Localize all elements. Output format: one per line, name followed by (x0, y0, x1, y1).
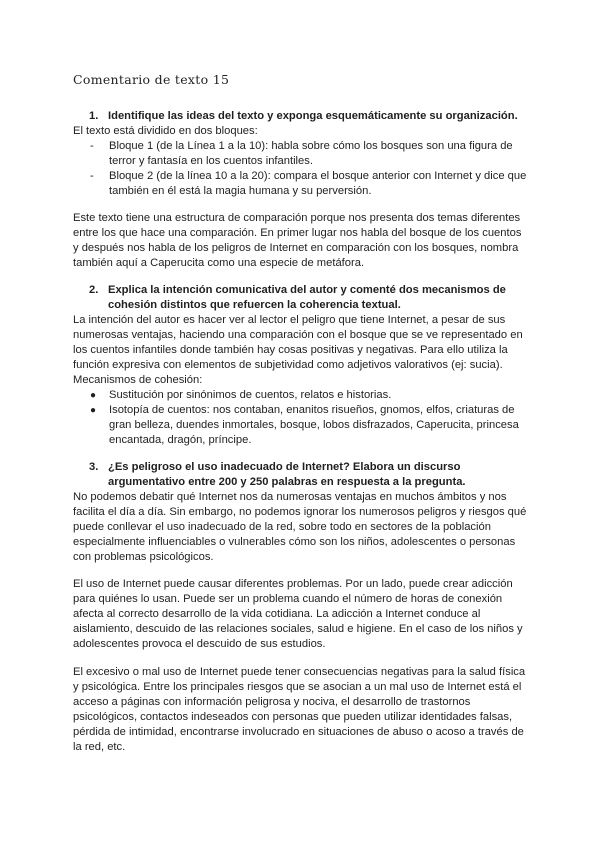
question-3-text: ¿Es peligroso el uso inadecuado de Internet? Elabora un discurso argumentativo entre 200 y 250 palabras en respuesta a la pregunta. (108, 461, 466, 488)
question-1-text: Identifique las ideas del texto y exponga esquemáticamente su organización. (108, 110, 518, 122)
list-item (90, 403, 527, 448)
bullet-icon: ● (90, 390, 97, 401)
question-3-number: 3. (89, 461, 99, 473)
question-2-text: Explica la intención comunicativa del autor y comenté dos mecanismos de cohesión distintos que refuercen la coherencia textual. (108, 284, 506, 311)
mechanisms-label: Mecanismos de cohesión: (73, 374, 203, 386)
question-2-paragraph: La intención del autor es hacer ver al lector el peligro que tiene Internet, a pesar de sus numerosas ventajas, haciendo una comparación con el bosque que se ve representado en los cuentos infantiles donde también hay cosas positivas y negativas. Para ello utiliza la función expresiva con elementos de subjetividad como adjetivos valorativos (ej: sucia). (73, 314, 523, 371)
list-item (90, 169, 527, 199)
question-1-intro: El texto está dividido en dos bloques: (73, 125, 258, 137)
question-3-paragraph: No podemos debatir qué Internet nos da numerosas ventajas en muchos ámbitos y nos facilita el día a día. Sin embargo, no podemos ignorar los numerosos peligros y riesgos qué puede conllevar el uso inadecuado de la red, sobre todo en sectores de la población especialmente influenciables o vulnerables cómo son los niños, adolescentes o personas con problemas psicológicos. (73, 491, 527, 563)
list-item-text: Bloque 1 (de la Línea 1 a la 10): habla sobre cómo los bosques son una figura de terror y fantasía en los cuentos infantiles. (109, 140, 513, 167)
question-1 (73, 109, 533, 124)
question-2 (73, 283, 533, 313)
question-2-number: 2. (89, 284, 99, 296)
list-item-text: Bloque 2 (de la línea 10 a la 20): compara el bosque anterior con Internet y dice que también en él está la magia humana y su perversión. (109, 170, 527, 197)
list-item-text: Sustitución por sinónimos de cuentos, relatos e historias. (109, 389, 392, 401)
question-3 (73, 460, 533, 490)
dash-marker: - (90, 170, 94, 182)
list-item-text: Isotopía de cuentos: nos contaban, enanitos risueños, gnomos, elfos, criaturas de gran belleza, duendes inmortales, bosque, lobos disfrazados, Caperucita, princesa encantada, dragón, príncipe. (109, 404, 519, 446)
question-1-paragraph: Este texto tiene una estructura de comparación porque nos presenta dos temas diferentes entre los que hace una comparación. En primer lugar nos habla del bosque de los cuentos y después nos habla de los peligros de Internet en comparación con los bosques, nombra también aquí a Caperucita como una especie de metáfora. (73, 212, 522, 269)
question-3-paragraph: El excesivo o mal uso de Internet puede tener consecuencias negativas para la salud física y psicológica. Entre los principales riesgos que se asocian a un mal uso de Internet está el acceso a páginas con información peligrosa y nociva, el desarrollo de trastornos psicológicos, contactos indeseados con personas que pueden utilizar identidades falsas, pérdida de intimidad, encontrarse involucrado en situaciones de abuso o acoso a través de la red, etc. (73, 666, 526, 753)
document-title: Comentario de texto 15 (73, 72, 230, 87)
question-1-number: 1. (89, 110, 99, 122)
list-item (90, 388, 527, 403)
list-item (90, 139, 527, 169)
bullet-icon: ● (90, 405, 97, 416)
question-3-paragraph: El uso de Internet puede causar diferentes problemas. Por un lado, puede crear adicción para quiénes lo usan. Puede ser un problema cuando el número de horas de conexión afecta al correcto desarrollo de la vida cotidiana. La adicción a Internet conduce al aislamiento, descuido de las relaciones sociales, salud e higiene. En el caso de los niños y adolescentes provoca el descuido de sus estudios. (73, 578, 523, 650)
dash-marker: - (90, 140, 94, 152)
